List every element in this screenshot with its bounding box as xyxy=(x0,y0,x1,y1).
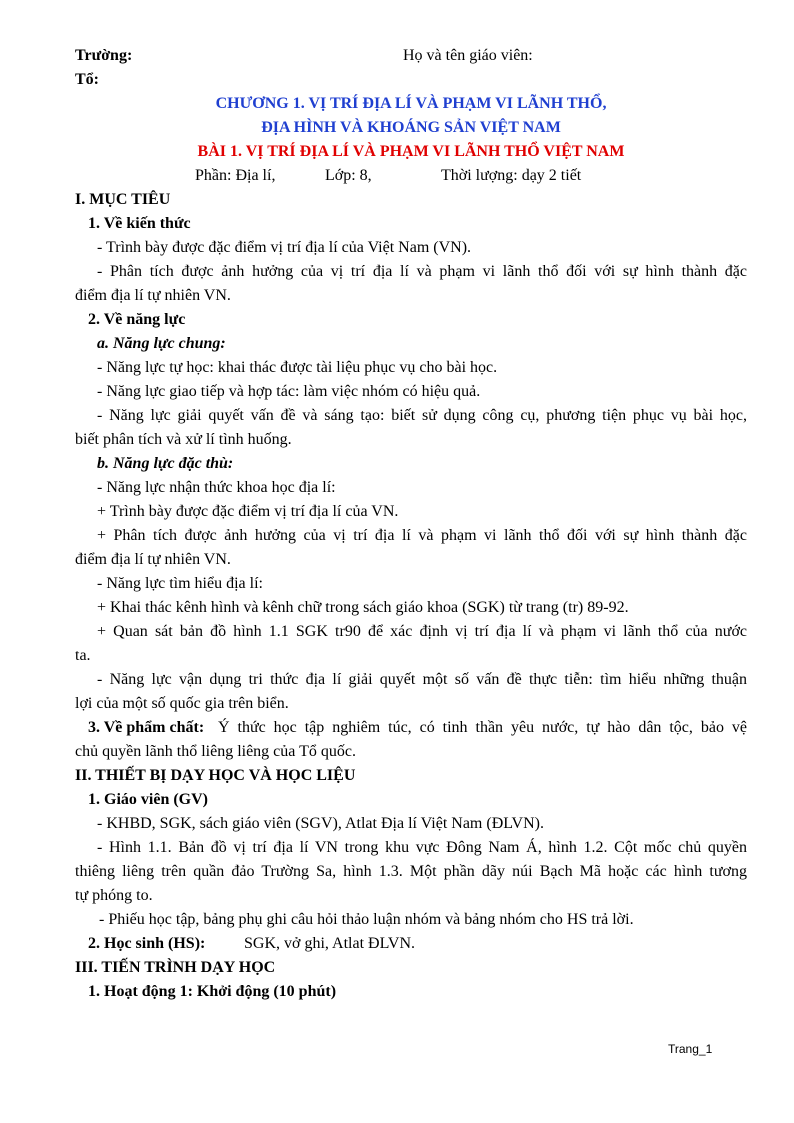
paragraph-line: biết phân tích và xử lí tình huống. xyxy=(75,431,292,448)
chapter-title-line2: ĐỊA HÌNH VÀ KHOÁNG SẢN VIỆT NAM xyxy=(261,119,561,136)
paragraph-line: - Năng lực giải quyết vấn đề và sáng tạo: biết sử dụng công cụ, phương tiện phục vụ bài học, xyxy=(97,407,747,424)
page-number: Trang_1 xyxy=(668,1042,713,1056)
paragraph-line: - Năng lực giao tiếp và hợp tác: làm việc nhóm có hiệu quả. xyxy=(97,383,481,400)
sub-item-heading: b. Năng lực đặc thù: xyxy=(97,455,234,472)
paragraph-line: thiêng liêng trên quần đảo Trường Sa, hình 1.3. Một phần dãy núi Bạch Mã hoặc các hình tương xyxy=(75,863,747,880)
sub-item-heading: a. Năng lực chung: xyxy=(97,335,226,352)
paragraph-line: SGK, vở ghi, Atlat ĐLVN. xyxy=(244,935,415,952)
paragraph-line: + Quan sát bản đồ hình 1.1 SGK tr90 để xác định vị trí địa lí và phạm vi lãnh thổ của nước xyxy=(97,623,747,640)
section-heading: II. THIẾT BỊ DẠY HỌC VÀ HỌC LIỆU xyxy=(75,767,356,784)
paragraph-line: + Khai thác kênh hình và kênh chữ trong sách giáo khoa (SGK) từ trang (tr) 89-92. xyxy=(97,599,629,616)
paragraph-line: tự phóng to. xyxy=(75,887,153,904)
group-label: Tổ: xyxy=(75,71,99,88)
paragraph-line: điểm địa lí tự nhiên VN. xyxy=(75,287,231,304)
chapter-title-line1: CHƯƠNG 1. VỊ TRÍ ĐỊA LÍ VÀ PHẠM VI LÃNH THỔ, xyxy=(215,95,607,112)
paragraph-line: + Trình bày được đặc điểm vị trí địa lí của VN. xyxy=(97,503,399,520)
school-label: Trường: xyxy=(75,47,133,64)
subsection-heading: 2. Về năng lực xyxy=(88,311,186,328)
meta-grade: Lớp: 8, xyxy=(325,167,372,184)
paragraph-line: Ý thức học tập nghiêm túc, có tinh thần yêu nước, tự hào dân tộc, bảo vệ xyxy=(218,719,747,736)
paragraph-line: lợi của một số quốc gia trên biển. xyxy=(75,695,289,712)
paragraph-line: - Năng lực tự học: khai thác được tài liệu phục vụ cho bài học. xyxy=(97,359,498,376)
meta-part: Phần: Địa lí, xyxy=(195,167,276,184)
paragraph-line: - Phiếu học tập, bảng phụ ghi câu hỏi thảo luận nhóm và bảng nhóm cho HS trả lời. xyxy=(99,911,634,928)
subsection-heading: 1. Giáo viên (GV) xyxy=(88,791,208,808)
subsection-heading: 1. Hoạt động 1: Khởi động (10 phút) xyxy=(88,983,337,1000)
lesson-title: BÀI 1. VỊ TRÍ ĐỊA LÍ VÀ PHẠM VI LÃNH THỔ VIỆT NAM xyxy=(197,143,625,160)
teacher-label: Họ và tên giáo viên: xyxy=(403,47,533,64)
subsection-heading: 1. Về kiến thức xyxy=(88,215,191,232)
paragraph-line: - Năng lực nhận thức khoa học địa lí: xyxy=(97,479,336,496)
paragraph-line: chủ quyền lãnh thổ liêng liêng của Tổ quốc. xyxy=(75,743,356,760)
paragraph-line: ta. xyxy=(75,647,91,664)
paragraph-line: - Phân tích được ảnh hưởng của vị trí địa lí và phạm vi lãnh thổ đối với sự hình thành đặc xyxy=(97,263,747,280)
subsection-heading: 2. Học sinh (HS): xyxy=(88,935,206,952)
section-heading: III. TIẾN TRÌNH DẠY HỌC xyxy=(75,959,276,976)
paragraph-line: điểm địa lí tự nhiên VN. xyxy=(75,551,231,568)
paragraph-line: - KHBD, SGK, sách giáo viên (SGV), Atlat Địa lí Việt Nam (ĐLVN). xyxy=(97,815,544,832)
paragraph-line: - Năng lực vận dụng tri thức địa lí giải quyết một số vấn đề thực tiễn: tìm hiểu những thuận xyxy=(97,671,747,688)
paragraph-line: - Trình bày được đặc điểm vị trí địa lí của Việt Nam (VN). xyxy=(97,239,472,256)
paragraph-line: - Năng lực tìm hiểu địa lí: xyxy=(97,575,263,592)
subsection-heading: 3. Về phẩm chất: xyxy=(88,719,205,736)
paragraph-line: + Phân tích được ảnh hưởng của vị trí địa lí và phạm vi lãnh thổ đối với sự hình thành đặc xyxy=(97,527,747,544)
paragraph-line: - Hình 1.1. Bản đồ vị trí địa lí VN trong khu vực Đông Nam Á, hình 1.2. Cột mốc chủ quyền xyxy=(97,839,747,856)
meta-duration: Thời lượng: dạy 2 tiết xyxy=(441,167,582,184)
section-heading: I. MỤC TIÊU xyxy=(75,191,171,208)
